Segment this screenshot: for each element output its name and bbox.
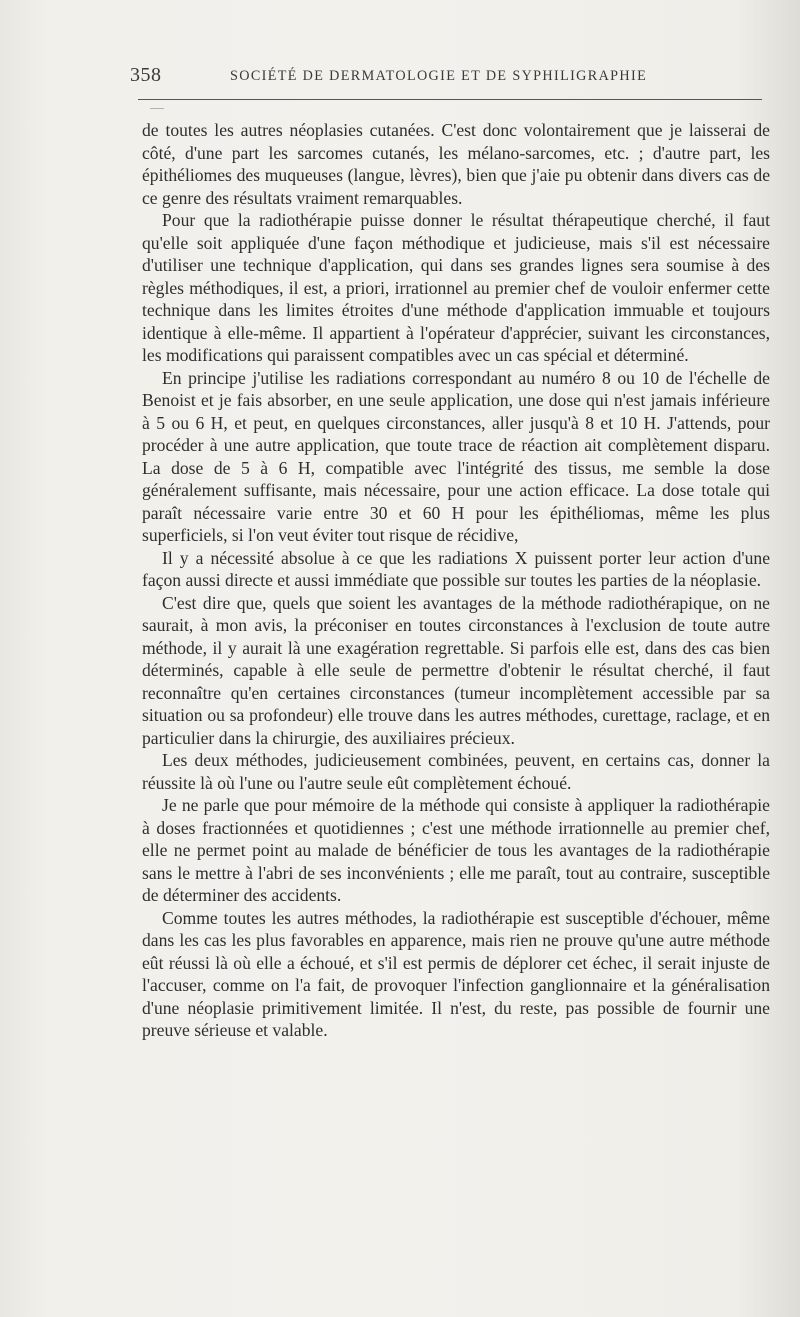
paragraph-7: Je ne parle que pour mémoire de la méthode qui consiste à appliquer la radiothérapie à doses fractionnées et quotidiennes ; c'est une méthode irrationnelle au premier chef, elle ne permet point au malade de bénéficier de tous les avantages de la radiothérapie sans le mettre à l'abri de ses inconvénients ; elle me paraît, tout au contraire, susceptible de déterminer des accidents. [142, 795, 770, 905]
paragraph-3: En principe j'utilise les radiations correspondant au numéro 8 ou 10 de l'échelle de Benoist et je fais absorber, en une seule application, une dose qui n'est jamais inférieure à 5 ou 6 H, et peut, en quelques circonstances, aller jusqu'à 8 et 10 H. J'attends, pour procéder à une autre application, que toute trace de réaction ait complètement disparu. La dose de 5 à 6 H, compatible avec l'intégrité des tissus, me semble la dose généralement suffisante, mais nécessaire, pour une action efficace. La dose totale qui paraît nécessaire varie entre 30 et 60 H pour les épithéliomas, même les plus superficiels, si l'on veut éviter tout risque de récidive, [142, 367, 770, 545]
running-head: SOCIÉTÉ DE DERMATOLOGIE ET DE SYPHILIGRAPHIE [230, 68, 648, 84]
body-text [142, 119, 770, 1042]
paragraph-8: Comme toutes les autres méthodes, la radiothérapie est susceptible d'échouer, même dans les cas les plus favorables en apparence, mais rien ne prouve qu'une autre méthode eût réussi là où elle a échoué, et s'il est permis de déplorer cet échec, il serait injuste de l'accuser, comme on l'a fait, de provoquer l'infection ganglionnaire et la généralisation d'une néoplasie primitivement limitée. Il n'est, du reste, pas possible de fournir une preuve sérieuse et valable. [142, 907, 770, 1040]
print-mark [150, 108, 164, 112]
paragraph-6: Les deux méthodes, judicieusement combinées, peuvent, en certains cas, donner la réussite là où l'une ou l'autre seule eût complètement échoué. [142, 750, 770, 793]
header-rule [138, 99, 762, 100]
paragraph-1: de toutes les autres néoplasies cutanées. C'est donc volontairement que je laisserai de côté, d'une part les sarcomes cutanés, les mélano-sarcomes, etc. ; d'autre part, les épithéliomes des muqueuses (langue, lèvres), bien que j'aie pu obtenir dans divers cas de ce genre des résultats vraiment remarquables. [142, 120, 770, 208]
paragraph-2: Pour que la radiothérapie puisse donner le résultat thérapeutique cherché, il faut qu'elle soit appliquée d'une façon méthodique et judicieuse, mais s'il est nécessaire d'utiliser une technique d'application, qui dans ses grandes lignes sera soumise à des règles méthodiques, il est, a priori, irrationnel au premier chef de vouloir enfermer cette technique dans les limites étroites d'une méthode d'application immuable et toujours identique à elle-même. Il appartient à l'opérateur d'apprécier, suivant les circonstances, les modifications qui paraissent compatibles avec un cas spécial et déterminé. [142, 210, 770, 365]
page-header [130, 62, 770, 92]
paragraph-5: C'est dire que, quels que soient les avantages de la méthode radiothérapique, on ne saurait, à mon avis, la préconiser en toutes circonstances à l'exclusion de toute autre méthode, il y aurait là une exagération regrettable. Si parfois elle est, dans des cas bien déterminés, capable à elle seule de permettre d'obtenir le résultat cherché, il faut reconnaître qu'en certaines circonstances (tumeur incomplètement accessible par sa situation ou sa profondeur) elle trouve dans les autres méthodes, curettage, raclage, et en particulier dans la chirurgie, des auxiliaires précieux. [142, 592, 770, 748]
page-number: 358 [130, 64, 162, 86]
paragraph-4: Il y a nécessité absolue à ce que les radiations X puissent porter leur action d'une façon aussi directe et aussi immédiate que possible sur toutes les parties de la néoplasie. [142, 547, 770, 590]
